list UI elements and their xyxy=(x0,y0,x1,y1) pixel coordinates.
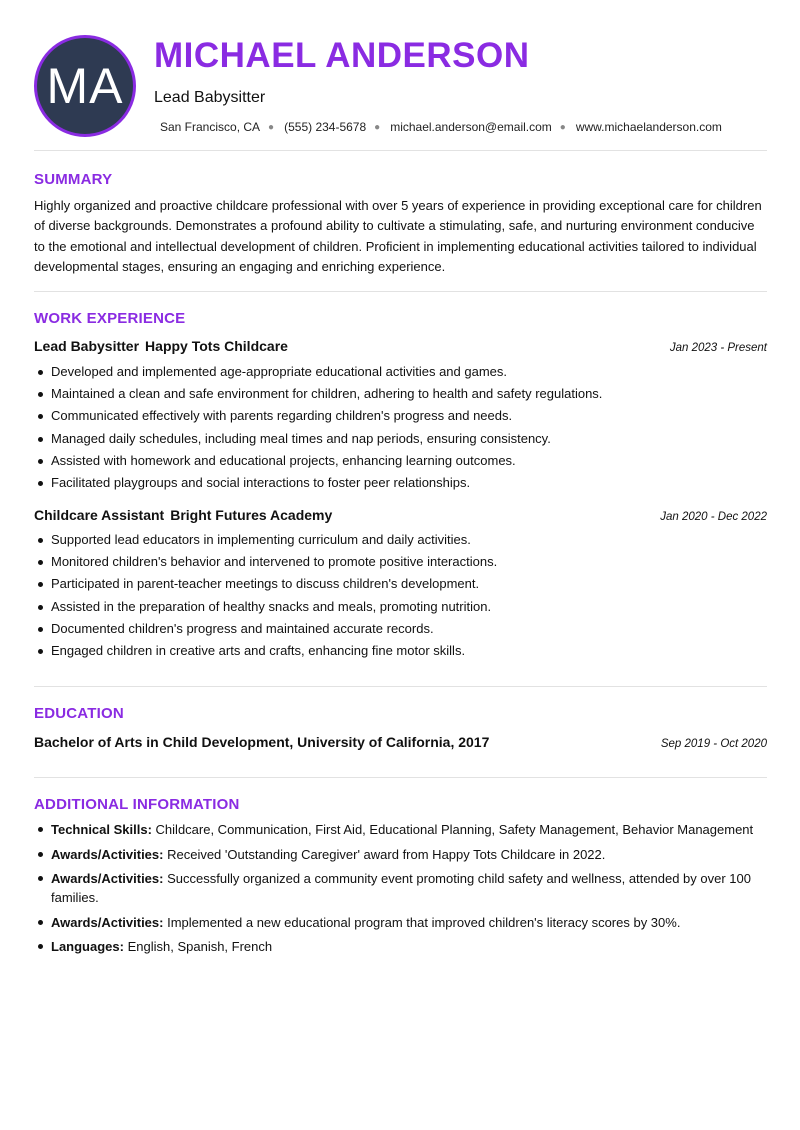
bullet-separator-icon: ● xyxy=(268,121,275,133)
list-item: Monitored children's behavior and intervened to promote positive interactions. xyxy=(51,551,767,573)
bullet-separator-icon: ● xyxy=(559,121,566,133)
education-degree: Bachelor of Arts in Child Development, University of California, 2017 xyxy=(34,734,490,750)
avatar xyxy=(34,35,136,137)
contact-location: San Francisco, CA xyxy=(160,120,261,134)
job-role: Childcare Assistant xyxy=(34,507,165,523)
job-dates: Jan 2023 - Present xyxy=(669,342,767,354)
info-label: Awards/Activities: xyxy=(51,871,164,886)
info-text: Successfully organized a community event promoting child safety and wellness, attended by over 100 families. xyxy=(51,871,751,905)
list-item xyxy=(51,820,767,839)
summary-heading: SUMMARY xyxy=(34,171,113,188)
info-label: Awards/Activities: xyxy=(51,846,164,862)
list-item: Supported lead educators in implementing curriculum and daily activities. xyxy=(51,529,767,551)
contact-website[interactable]: www.michaelanderson.com xyxy=(575,120,722,134)
contact-bar xyxy=(160,120,722,134)
section-divider xyxy=(34,150,767,151)
info-text: English, Spanish, French xyxy=(127,939,273,954)
info-text: Childcare, Communication, First Aid, Educational Planning, Safety Management, Behavior Management xyxy=(155,822,754,837)
info-text: Implemented a new educational program that improved children's literacy scores by 30%. xyxy=(167,914,681,930)
info-label: Languages: xyxy=(51,939,124,954)
bullet-separator-icon: ● xyxy=(374,121,381,133)
experience-heading: WORK EXPERIENCE xyxy=(34,310,186,327)
education-heading: EDUCATION xyxy=(34,705,124,722)
list-item xyxy=(51,845,767,864)
summary-text: Highly organized and proactive childcare professional with over 5 years of experience in providing exceptional care for children of diverse backgrounds. Demonstrates a profound ability to cultivate a stimulating, safe, and nurturing environment conducive to the emotional and intellectual development of children. Proficient in implementing educational activities tailored to individual developmental stages, ensuring an engaging and enriching experience. xyxy=(34,198,762,274)
list-item: Facilitated playgroups and social interactions to foster peer relationships. xyxy=(51,472,767,494)
job-title xyxy=(34,338,288,354)
info-label: Awards/Activities: xyxy=(51,914,164,930)
education-dates: Sep 2019 - Oct 2020 xyxy=(660,738,767,750)
list-item: Participated in parent-teacher meetings to discuss children's development. xyxy=(51,573,767,595)
job-dates: Jan 2020 - Dec 2022 xyxy=(660,511,767,523)
list-item xyxy=(51,869,767,907)
additional-heading: ADDITIONAL INFORMATION xyxy=(34,796,240,813)
list-item: Assisted in the preparation of healthy snacks and meals, promoting nutrition. xyxy=(51,596,767,618)
list-item: Communicated effectively with parents regarding children's progress and needs. xyxy=(51,405,767,427)
list-item: Assisted with homework and educational projects, enhancing learning outcomes. xyxy=(51,450,767,472)
education-entry xyxy=(34,734,767,750)
section-divider xyxy=(34,291,767,292)
contact-phone: (555) 234-5678 xyxy=(284,120,367,134)
job-header xyxy=(34,507,767,523)
list-item: Developed and implemented age-appropriate educational activities and games. xyxy=(51,361,767,383)
list-item xyxy=(51,937,767,956)
job-header xyxy=(34,338,767,354)
info-text: Received 'Outstanding Caregiver' award from Happy Tots Childcare in 2022. xyxy=(167,846,606,862)
list-item: Maintained a clean and safe environment for children, adhering to health and safety regulations. xyxy=(51,383,767,405)
job-bullets xyxy=(34,361,767,494)
job-role: Lead Babysitter xyxy=(34,338,140,354)
job-company: Happy Tots Childcare xyxy=(145,338,288,354)
additional-list xyxy=(34,820,767,962)
job-bullets xyxy=(34,529,767,662)
list-item xyxy=(51,913,767,932)
list-item: Documented children's progress and maintained accurate records. xyxy=(51,618,767,640)
avatar-initials: MA xyxy=(46,58,124,114)
candidate-title: Lead Babysitter xyxy=(154,89,266,106)
section-divider xyxy=(34,686,767,687)
list-item: Managed daily schedules, including meal times and nap periods, ensuring consistency. xyxy=(51,428,767,450)
candidate-name: MICHAEL ANDERSON xyxy=(154,36,530,75)
contact-email[interactable]: michael.anderson@email.com xyxy=(390,120,552,134)
job-title xyxy=(34,507,332,523)
job-company: Bright Futures Academy xyxy=(170,507,333,523)
section-divider xyxy=(34,777,767,778)
list-item: Engaged children in creative arts and crafts, enhancing fine motor skills. xyxy=(51,640,767,662)
info-label: Technical Skills: xyxy=(51,822,152,837)
